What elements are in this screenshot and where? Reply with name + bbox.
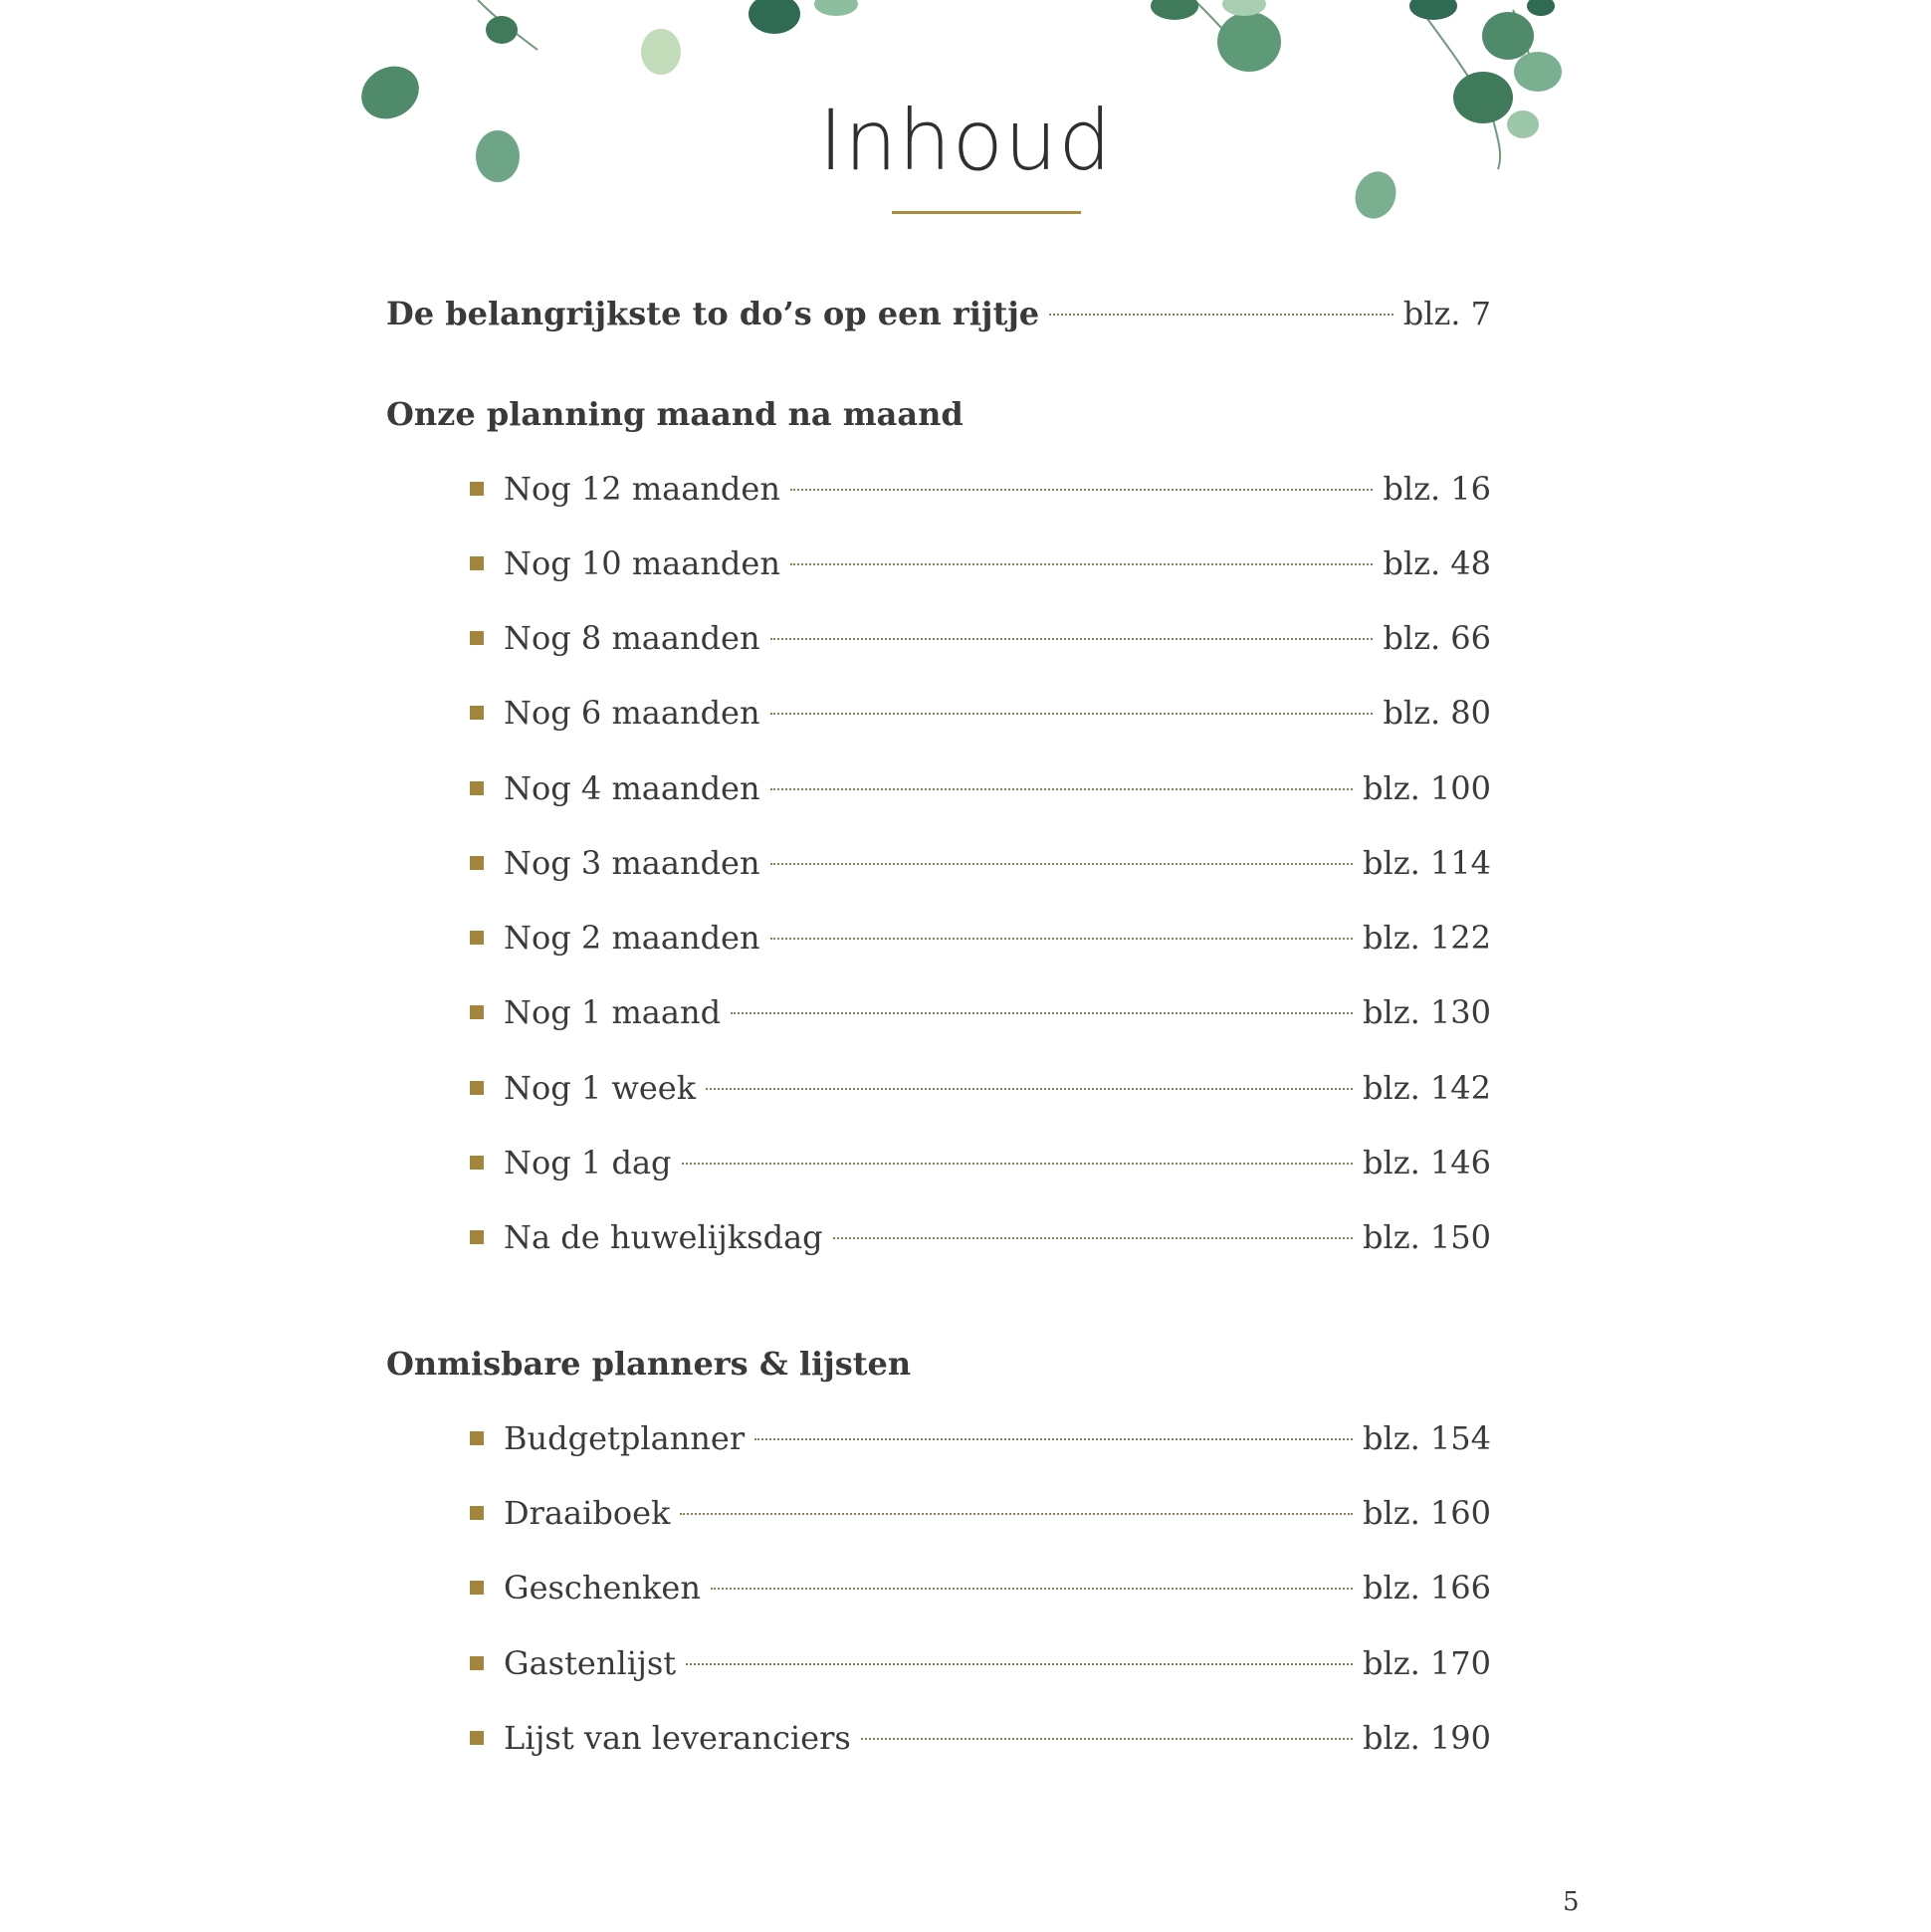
page-number: 5 bbox=[1563, 1887, 1580, 1917]
square-bullet-icon bbox=[470, 556, 484, 570]
toc-entry-label: Lijst van leveranciers bbox=[504, 1719, 851, 1757]
dot-leader bbox=[770, 638, 1374, 640]
toc-entry-page: blz. 142 bbox=[1363, 1069, 1491, 1107]
square-bullet-icon bbox=[470, 781, 484, 795]
toc-entry[interactable] bbox=[470, 1069, 1491, 1119]
toc-entry-page: blz. 16 bbox=[1383, 470, 1491, 508]
toc-entry-label: Nog 1 maand bbox=[504, 993, 722, 1031]
square-bullet-icon bbox=[470, 1581, 484, 1595]
square-bullet-icon bbox=[470, 1005, 484, 1019]
dot-leader bbox=[861, 1738, 1353, 1740]
toc-entry-label: Nog 1 week bbox=[504, 1069, 697, 1107]
toc-entry-page: blz. 122 bbox=[1363, 919, 1491, 957]
toc-entry-label: Nog 4 maanden bbox=[504, 769, 760, 807]
toc-intro-entry[interactable] bbox=[386, 295, 1491, 344]
toc-entry[interactable] bbox=[470, 544, 1491, 594]
toc-entry-page: blz. 160 bbox=[1363, 1494, 1491, 1532]
toc-entry-label: Geschenken bbox=[504, 1569, 701, 1607]
toc-entry-label: Nog 10 maanden bbox=[504, 544, 780, 582]
toc-entry-page: blz. 190 bbox=[1363, 1719, 1491, 1757]
toc-entry-label: Draaiboek bbox=[504, 1494, 671, 1532]
dot-leader bbox=[790, 489, 1373, 491]
section-title-planning: Onze planning maand na maand bbox=[386, 395, 964, 433]
square-bullet-icon bbox=[470, 1431, 484, 1445]
square-bullet-icon bbox=[470, 1081, 484, 1095]
dot-leader bbox=[770, 863, 1353, 865]
dot-leader bbox=[770, 938, 1353, 940]
square-bullet-icon bbox=[470, 1230, 484, 1244]
dot-leader bbox=[770, 713, 1374, 715]
toc-entry-page: blz. 170 bbox=[1363, 1644, 1491, 1682]
dot-leader bbox=[680, 1513, 1353, 1515]
toc-entry-label: De belangrijkste to do’s op een rijtje bbox=[386, 295, 1040, 332]
toc-entry[interactable] bbox=[470, 993, 1491, 1043]
toc-entry-label: Nog 8 maanden bbox=[504, 619, 760, 657]
toc-entry[interactable] bbox=[470, 1644, 1491, 1694]
toc-entry[interactable] bbox=[470, 1419, 1491, 1469]
toc-entry[interactable] bbox=[470, 1494, 1491, 1544]
toc-entry-label: Budgetplanner bbox=[504, 1419, 746, 1457]
square-bullet-icon bbox=[470, 1506, 484, 1520]
square-bullet-icon bbox=[470, 482, 484, 496]
toc-entry-page: blz. 114 bbox=[1363, 844, 1491, 882]
section-title-planners: Onmisbare planners & lijsten bbox=[386, 1345, 912, 1383]
toc-entry-page: blz. 100 bbox=[1363, 769, 1491, 807]
square-bullet-icon bbox=[470, 631, 484, 645]
square-bullet-icon bbox=[470, 931, 484, 945]
toc-entry-label: Nog 12 maanden bbox=[504, 470, 780, 508]
toc-entry-label: Na de huwelijksdag bbox=[504, 1218, 823, 1256]
toc-entry[interactable] bbox=[470, 844, 1491, 894]
square-bullet-icon bbox=[470, 856, 484, 870]
toc-entry[interactable] bbox=[470, 1218, 1491, 1268]
toc-entry-page: blz. 130 bbox=[1363, 993, 1491, 1031]
toc-entry-page: blz. 166 bbox=[1363, 1569, 1491, 1607]
toc-entry-page: blz. 66 bbox=[1383, 619, 1491, 657]
toc-entry[interactable] bbox=[470, 1719, 1491, 1769]
toc-entry-page: blz. 154 bbox=[1363, 1419, 1491, 1457]
toc-entry[interactable] bbox=[470, 1569, 1491, 1618]
dot-leader bbox=[731, 1012, 1353, 1014]
dot-leader bbox=[1049, 314, 1394, 316]
toc-entry[interactable] bbox=[470, 1144, 1491, 1193]
toc-entry-page: blz. 80 bbox=[1383, 694, 1491, 732]
toc-entry-page: blz. 146 bbox=[1363, 1144, 1491, 1181]
page-title: Inhoud bbox=[818, 92, 1113, 189]
dot-leader bbox=[754, 1438, 1353, 1440]
toc-entry-page: blz. 7 bbox=[1402, 295, 1491, 332]
square-bullet-icon bbox=[470, 706, 484, 720]
toc-entry[interactable] bbox=[470, 769, 1491, 819]
toc-entry[interactable] bbox=[470, 919, 1491, 968]
toc-entry-page: blz. 150 bbox=[1363, 1218, 1491, 1256]
toc-entry-label: Nog 6 maanden bbox=[504, 694, 760, 732]
toc-entry[interactable] bbox=[470, 694, 1491, 744]
toc-entry-label: Gastenlijst bbox=[504, 1644, 677, 1682]
dot-leader bbox=[770, 788, 1353, 790]
title-underline bbox=[892, 211, 1081, 214]
square-bullet-icon bbox=[470, 1656, 484, 1670]
toc-entry[interactable] bbox=[470, 470, 1491, 520]
dot-leader bbox=[686, 1663, 1353, 1665]
dot-leader bbox=[790, 563, 1373, 565]
toc-entry-label: Nog 3 maanden bbox=[504, 844, 760, 882]
toc-entry[interactable] bbox=[470, 619, 1491, 669]
toc-entry-page: blz. 48 bbox=[1383, 544, 1491, 582]
dot-leader bbox=[833, 1237, 1353, 1239]
dot-leader bbox=[706, 1088, 1353, 1090]
toc-entry-label: Nog 2 maanden bbox=[504, 919, 760, 957]
dot-leader bbox=[682, 1163, 1354, 1165]
dot-leader bbox=[711, 1588, 1353, 1590]
square-bullet-icon bbox=[470, 1731, 484, 1745]
square-bullet-icon bbox=[470, 1156, 484, 1170]
toc-entry-label: Nog 1 dag bbox=[504, 1144, 672, 1181]
